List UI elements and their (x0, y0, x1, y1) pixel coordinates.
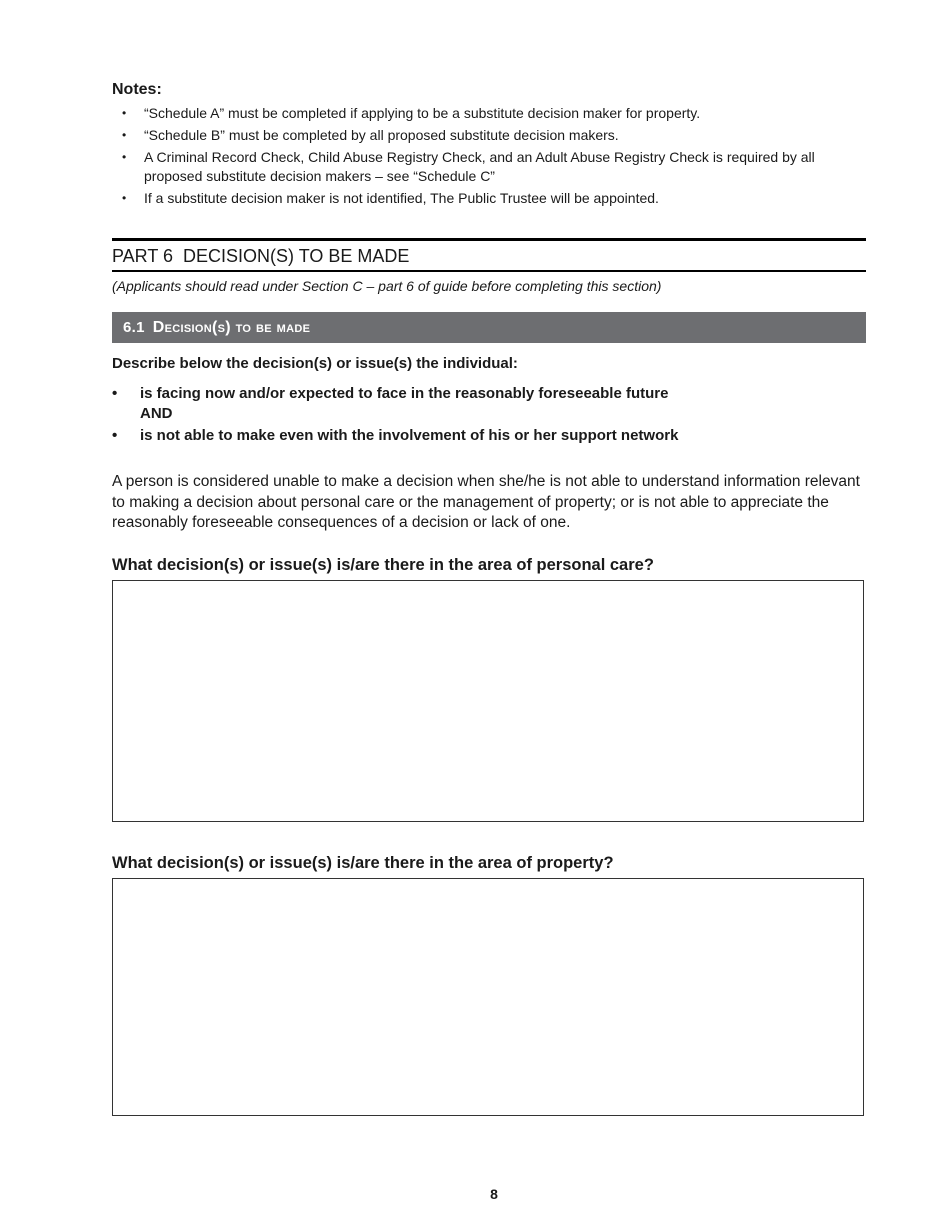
criteria-list (112, 384, 866, 446)
bullet: • (122, 191, 127, 205)
form-page (112, 80, 866, 1116)
notes-list (112, 104, 866, 208)
part-title: DECISION(S) TO BE MADE (183, 246, 410, 266)
personal-care-answer-box[interactable] (112, 580, 864, 822)
describe-instruction: Describe below the decision(s) or issue(s) the individual: (112, 355, 518, 372)
section-header-bar (112, 312, 866, 343)
section-title: Decision(s) to be made (152, 319, 311, 336)
note-text: “Schedule A” must be completed if applying to be a substitute decision maker for property. (144, 105, 701, 121)
note-text: If a substitute decision maker is not identified, The Public Trustee will be appointed. (144, 190, 659, 206)
criteria-and: AND (140, 405, 173, 422)
bullet: • (122, 128, 127, 142)
list-item (112, 126, 866, 145)
part-number: PART 6 (112, 246, 174, 266)
question-property: What decision(s) or issue(s) is/are there in the area of property? (112, 853, 614, 872)
criteria-text: is not able to make even with the involvement of his or her support network (140, 427, 679, 444)
list-item (112, 189, 866, 208)
property-answer-box[interactable] (112, 878, 864, 1116)
note-text: “Schedule B” must be completed by all proposed substitute decision makers. (144, 127, 619, 143)
definition-paragraph: A person is considered unable to make a decision when she/he is not able to understand information relevant to making a decision about personal care or the management of property; or is not able to appreciate the reasonably foreseeable consequences of a decision or lack of one. (112, 473, 860, 531)
note-text: A Criminal Record Check, Child Abuse Registry Check, and an Adult Abuse Registry Check is required by all proposed substitute decision makers – see “Schedule C” (144, 149, 815, 184)
question-personal-care: What decision(s) or issue(s) is/are there in the area of personal care? (112, 555, 654, 574)
page-number: 8 (490, 1186, 498, 1202)
list-item (112, 426, 866, 446)
bullet: • (122, 150, 127, 164)
list-item (112, 148, 866, 186)
notes-heading: Notes: (112, 81, 162, 98)
list-item (112, 384, 866, 424)
bullet: • (122, 106, 127, 120)
section-number: 6.1 (123, 319, 145, 336)
list-item (112, 104, 866, 123)
criteria-text: is facing now and/or expected to face in the reasonably foreseeable future (140, 385, 669, 402)
part-header (112, 238, 866, 272)
bullet: • (112, 385, 118, 402)
part-subnote: (Applicants should read under Section C – part 6 of guide before completing this section) (112, 278, 662, 294)
bullet: • (112, 427, 118, 444)
